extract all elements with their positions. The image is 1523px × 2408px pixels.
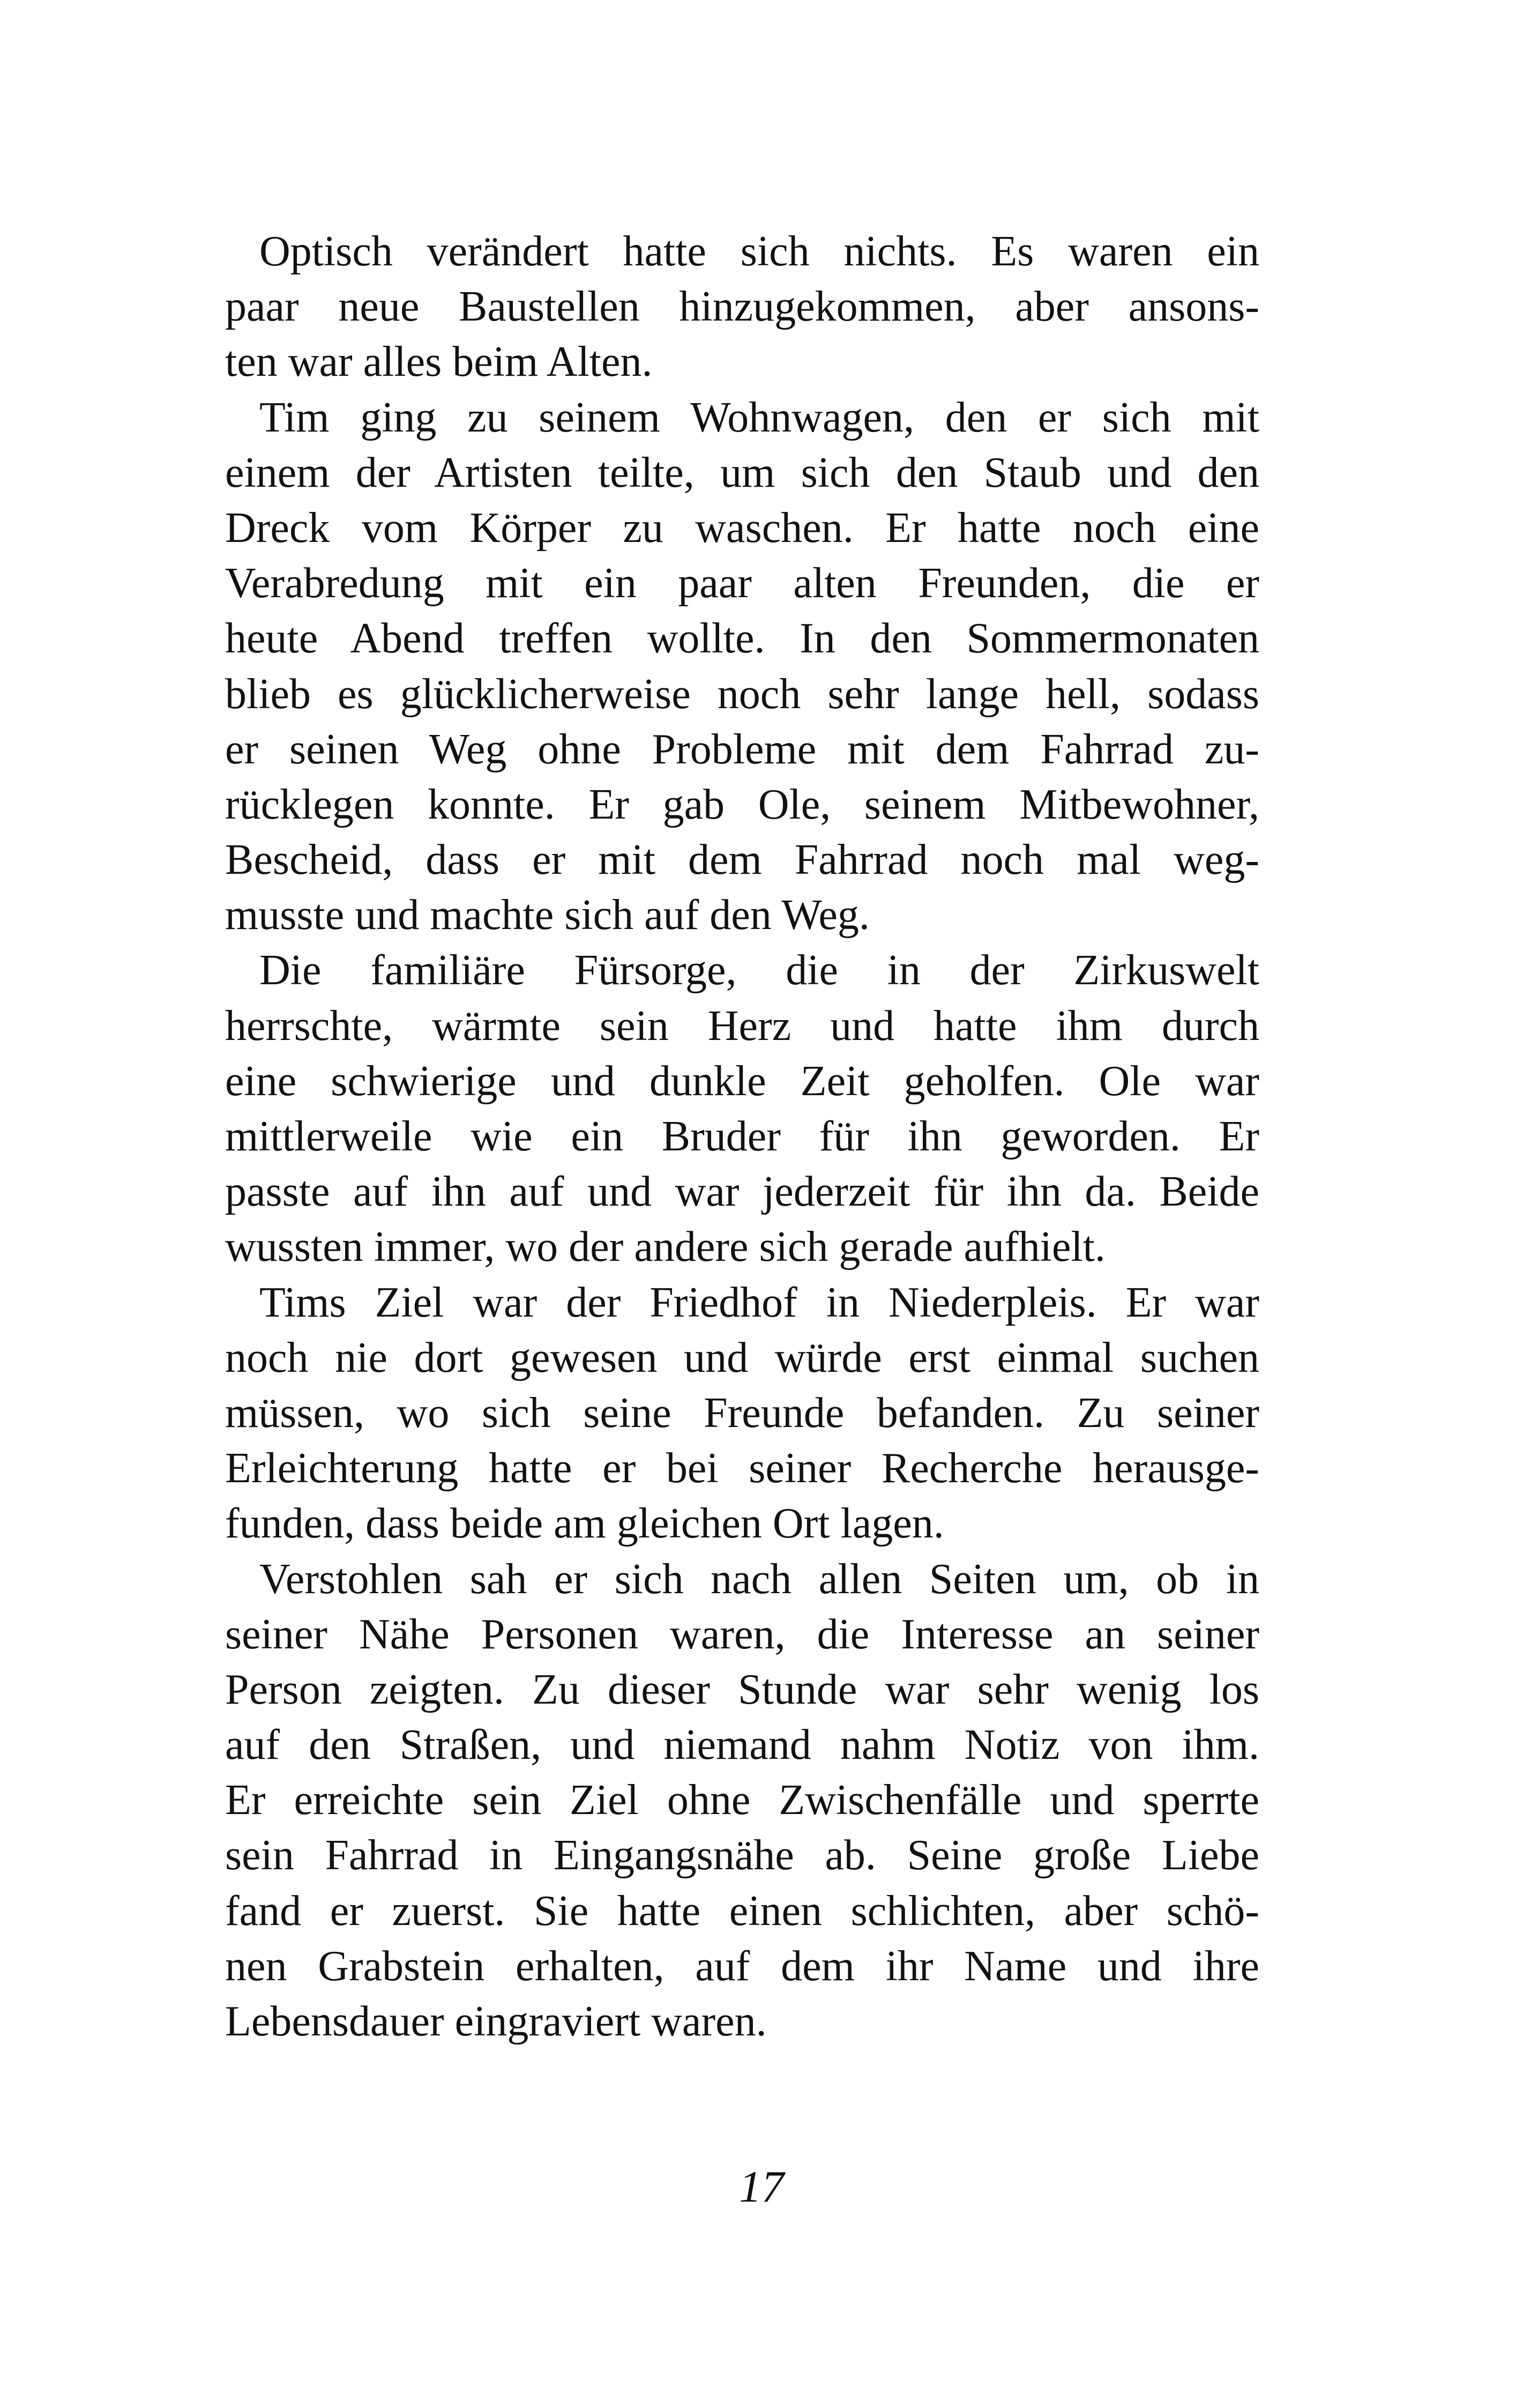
text-line: nen Grabstein erhalten, auf dem ihr Name und ihre (225, 1942, 1259, 1990)
text-line: wussten immer, wo der andere sich gerade aufhielt. (225, 1223, 1106, 1271)
text-line: Optisch verändert hatte sich nichts. Es waren ein (259, 228, 1259, 275)
text-line: Dreck vom Körper zu waschen. Er hatte noch eine (225, 504, 1259, 552)
text-line: noch nie dort gewesen und würde erst einmal suchen (225, 1334, 1259, 1381)
text-line: einem der Artisten teilte, um sich den Staub und den (225, 449, 1259, 496)
text-line: paar neue Baustellen hinzugekommen, aber ansons- (225, 283, 1259, 331)
text-line: auf den Straßen, und niemand nahm Notiz von ihm. (225, 1721, 1259, 1769)
text-line: Bescheid, dass er mit dem Fahrrad noch mal weg- (225, 836, 1259, 884)
text-line: er seinen Weg ohne Probleme mit dem Fahrrad zu- (225, 725, 1259, 773)
text-line: Erleichterung hatte er bei seiner Recherche herausge- (225, 1445, 1259, 1492)
text-line: Verabredung mit ein paar alten Freunden, die er (225, 560, 1259, 607)
text-line: Person zeigten. Zu dieser Stunde war sehr wenig los (225, 1666, 1259, 1713)
text-line: Tim ging zu seinem Wohnwagen, den er sich mit (259, 393, 1259, 441)
text-line: fand er zuerst. Sie hatte einen schlichten, aber schö- (225, 1887, 1259, 1935)
text-line: mittlerweile wie ein Bruder für ihn geworden. Er (225, 1113, 1259, 1160)
text-line: funden, dass beide am gleichen Ort lagen. (225, 1500, 944, 1548)
text-line: Lebensdauer eingraviert waren. (225, 1998, 767, 2045)
text-line: rücklegen konnte. Er gab Ole, seinem Mitbewohner, (225, 781, 1259, 828)
text-line: eine schwierige und dunkle Zeit geholfen. Ole war (225, 1057, 1259, 1105)
page-number: 17 (739, 2162, 784, 2212)
text-line: Tims Ziel war der Friedhof in Niederpleis. Er war (259, 1279, 1259, 1326)
text-line: blieb es glücklicherweise noch sehr lange hell, sodass (225, 670, 1259, 718)
text-line: Er erreichte sein Ziel ohne Zwischenfälle und sperrte (225, 1777, 1259, 1824)
text-line: sein Fahrrad in Eingangsnähe ab. Seine große Liebe (225, 1832, 1259, 1879)
body-text (225, 224, 1259, 2049)
text-line: ten war alles beim Alten. (225, 338, 653, 386)
text-line: musste und machte sich auf den Weg. (225, 891, 870, 939)
text-line: seiner Nähe Personen waren, die Interesse an seiner (225, 1610, 1259, 1658)
text-line: heute Abend treffen wollte. In den Sommermonaten (225, 615, 1259, 663)
text-line: Die familiäre Fürsorge, die in der Zirkuswelt (259, 947, 1259, 994)
text-line: passte auf ihn auf und war jederzeit für ihn da. Beide (225, 1168, 1259, 1216)
text-line: Verstohlen sah er sich nach allen Seiten um, ob in (259, 1555, 1259, 1603)
text-line: herrschte, wärmte sein Herz und hatte ihm durch (225, 1002, 1259, 1050)
text-line: müssen, wo sich seine Freunde befanden. Zu seiner (225, 1389, 1259, 1437)
